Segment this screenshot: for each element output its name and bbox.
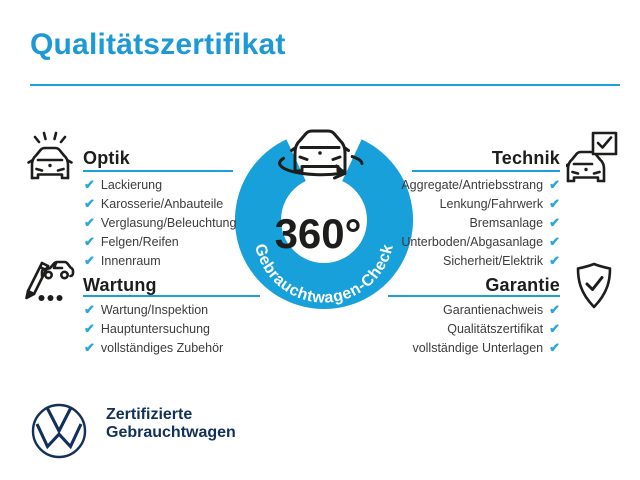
section-title-garantie: Garantie <box>485 275 560 295</box>
check-icon: ✔ <box>84 252 95 268</box>
vw-logo <box>30 402 88 460</box>
check-item <box>443 251 560 270</box>
check-item <box>84 213 236 232</box>
check-item <box>440 194 560 213</box>
check-item <box>84 175 236 194</box>
item-label: Hauptuntersuchung <box>100 321 211 336</box>
underline-garantie <box>388 295 560 297</box>
check-item <box>412 338 560 357</box>
checklist-technik <box>401 175 560 270</box>
check-item <box>84 251 236 270</box>
check-item <box>84 300 223 319</box>
item-label: Innenraum <box>100 253 161 268</box>
item-label: Unterboden/Abgasanlage <box>401 234 544 249</box>
check-item <box>84 194 236 213</box>
item-label: Aggregate/Antriebsstrang <box>401 177 544 192</box>
underline-optik <box>83 170 233 172</box>
check-icon: ✔ <box>549 214 560 230</box>
check-icon: ✔ <box>549 320 560 336</box>
check-item <box>401 175 560 194</box>
item-label: Felgen/Reifen <box>100 234 179 249</box>
checklist-optik <box>84 175 236 270</box>
check-icon: ✔ <box>549 301 560 317</box>
item-label: Wartung/Inspektion <box>100 302 209 317</box>
check-icon: ✔ <box>84 233 95 249</box>
item-label: Qualitätszertifikat <box>447 321 544 336</box>
checklist-wartung <box>84 300 223 357</box>
check-icon: ✔ <box>84 339 95 355</box>
footer-line-1: Zertifizierte <box>106 406 193 423</box>
check-item <box>84 232 236 251</box>
shiny-car-icon <box>25 129 75 183</box>
check-item <box>447 319 560 338</box>
check-icon: ✔ <box>84 176 95 192</box>
car-checkbox-icon <box>566 131 618 185</box>
section-title-technik: Technik <box>491 148 560 168</box>
check-icon: ✔ <box>84 195 95 211</box>
section-title-optik: Optik <box>83 148 131 168</box>
check-icon: ✔ <box>84 214 95 230</box>
item-label: Verglasung/Beleuchtung <box>100 215 237 230</box>
item-label: Karosserie/Anbauteile <box>100 196 224 211</box>
check-icon: ✔ <box>549 339 560 355</box>
check-item <box>469 213 560 232</box>
check-icon: ✔ <box>84 320 95 336</box>
item-label: Garantienachweis <box>443 302 544 317</box>
section-title-wartung: Wartung <box>83 275 157 295</box>
check-item <box>84 319 223 338</box>
check-icon: ✔ <box>549 176 560 192</box>
item-label: Lackierung <box>100 177 163 192</box>
footer-line-2: Gebrauchtwagen <box>106 423 236 441</box>
header-divider <box>30 84 620 86</box>
item-label: Bremsanlage <box>469 215 544 230</box>
check-icon: ✔ <box>549 252 560 268</box>
badge-360 <box>224 124 424 324</box>
check-item <box>84 338 223 357</box>
underline-wartung <box>83 295 260 297</box>
check-icon: ✔ <box>549 233 560 249</box>
ring-label: Gebrauchtwagen-Check <box>251 242 397 307</box>
check-item <box>401 232 560 251</box>
shield-check-icon <box>574 261 614 311</box>
item-label: vollständige Unterlagen <box>412 340 544 355</box>
check-icon: ✔ <box>84 301 95 317</box>
footer-brand-text <box>106 406 236 441</box>
check-item <box>443 300 560 319</box>
service-checklist-icon <box>18 258 76 306</box>
item-label: Sicherheit/Elektrik <box>443 253 544 268</box>
check-icon: ✔ <box>549 195 560 211</box>
degrees-label: 360° <box>274 210 362 257</box>
checklist-garantie <box>412 300 560 357</box>
item-label: Lenkung/Fahrwerk <box>439 196 544 211</box>
item-label: vollständiges Zubehör <box>100 340 224 355</box>
underline-technik <box>412 170 560 172</box>
page-title: Qualitätszertifikat <box>30 28 286 61</box>
